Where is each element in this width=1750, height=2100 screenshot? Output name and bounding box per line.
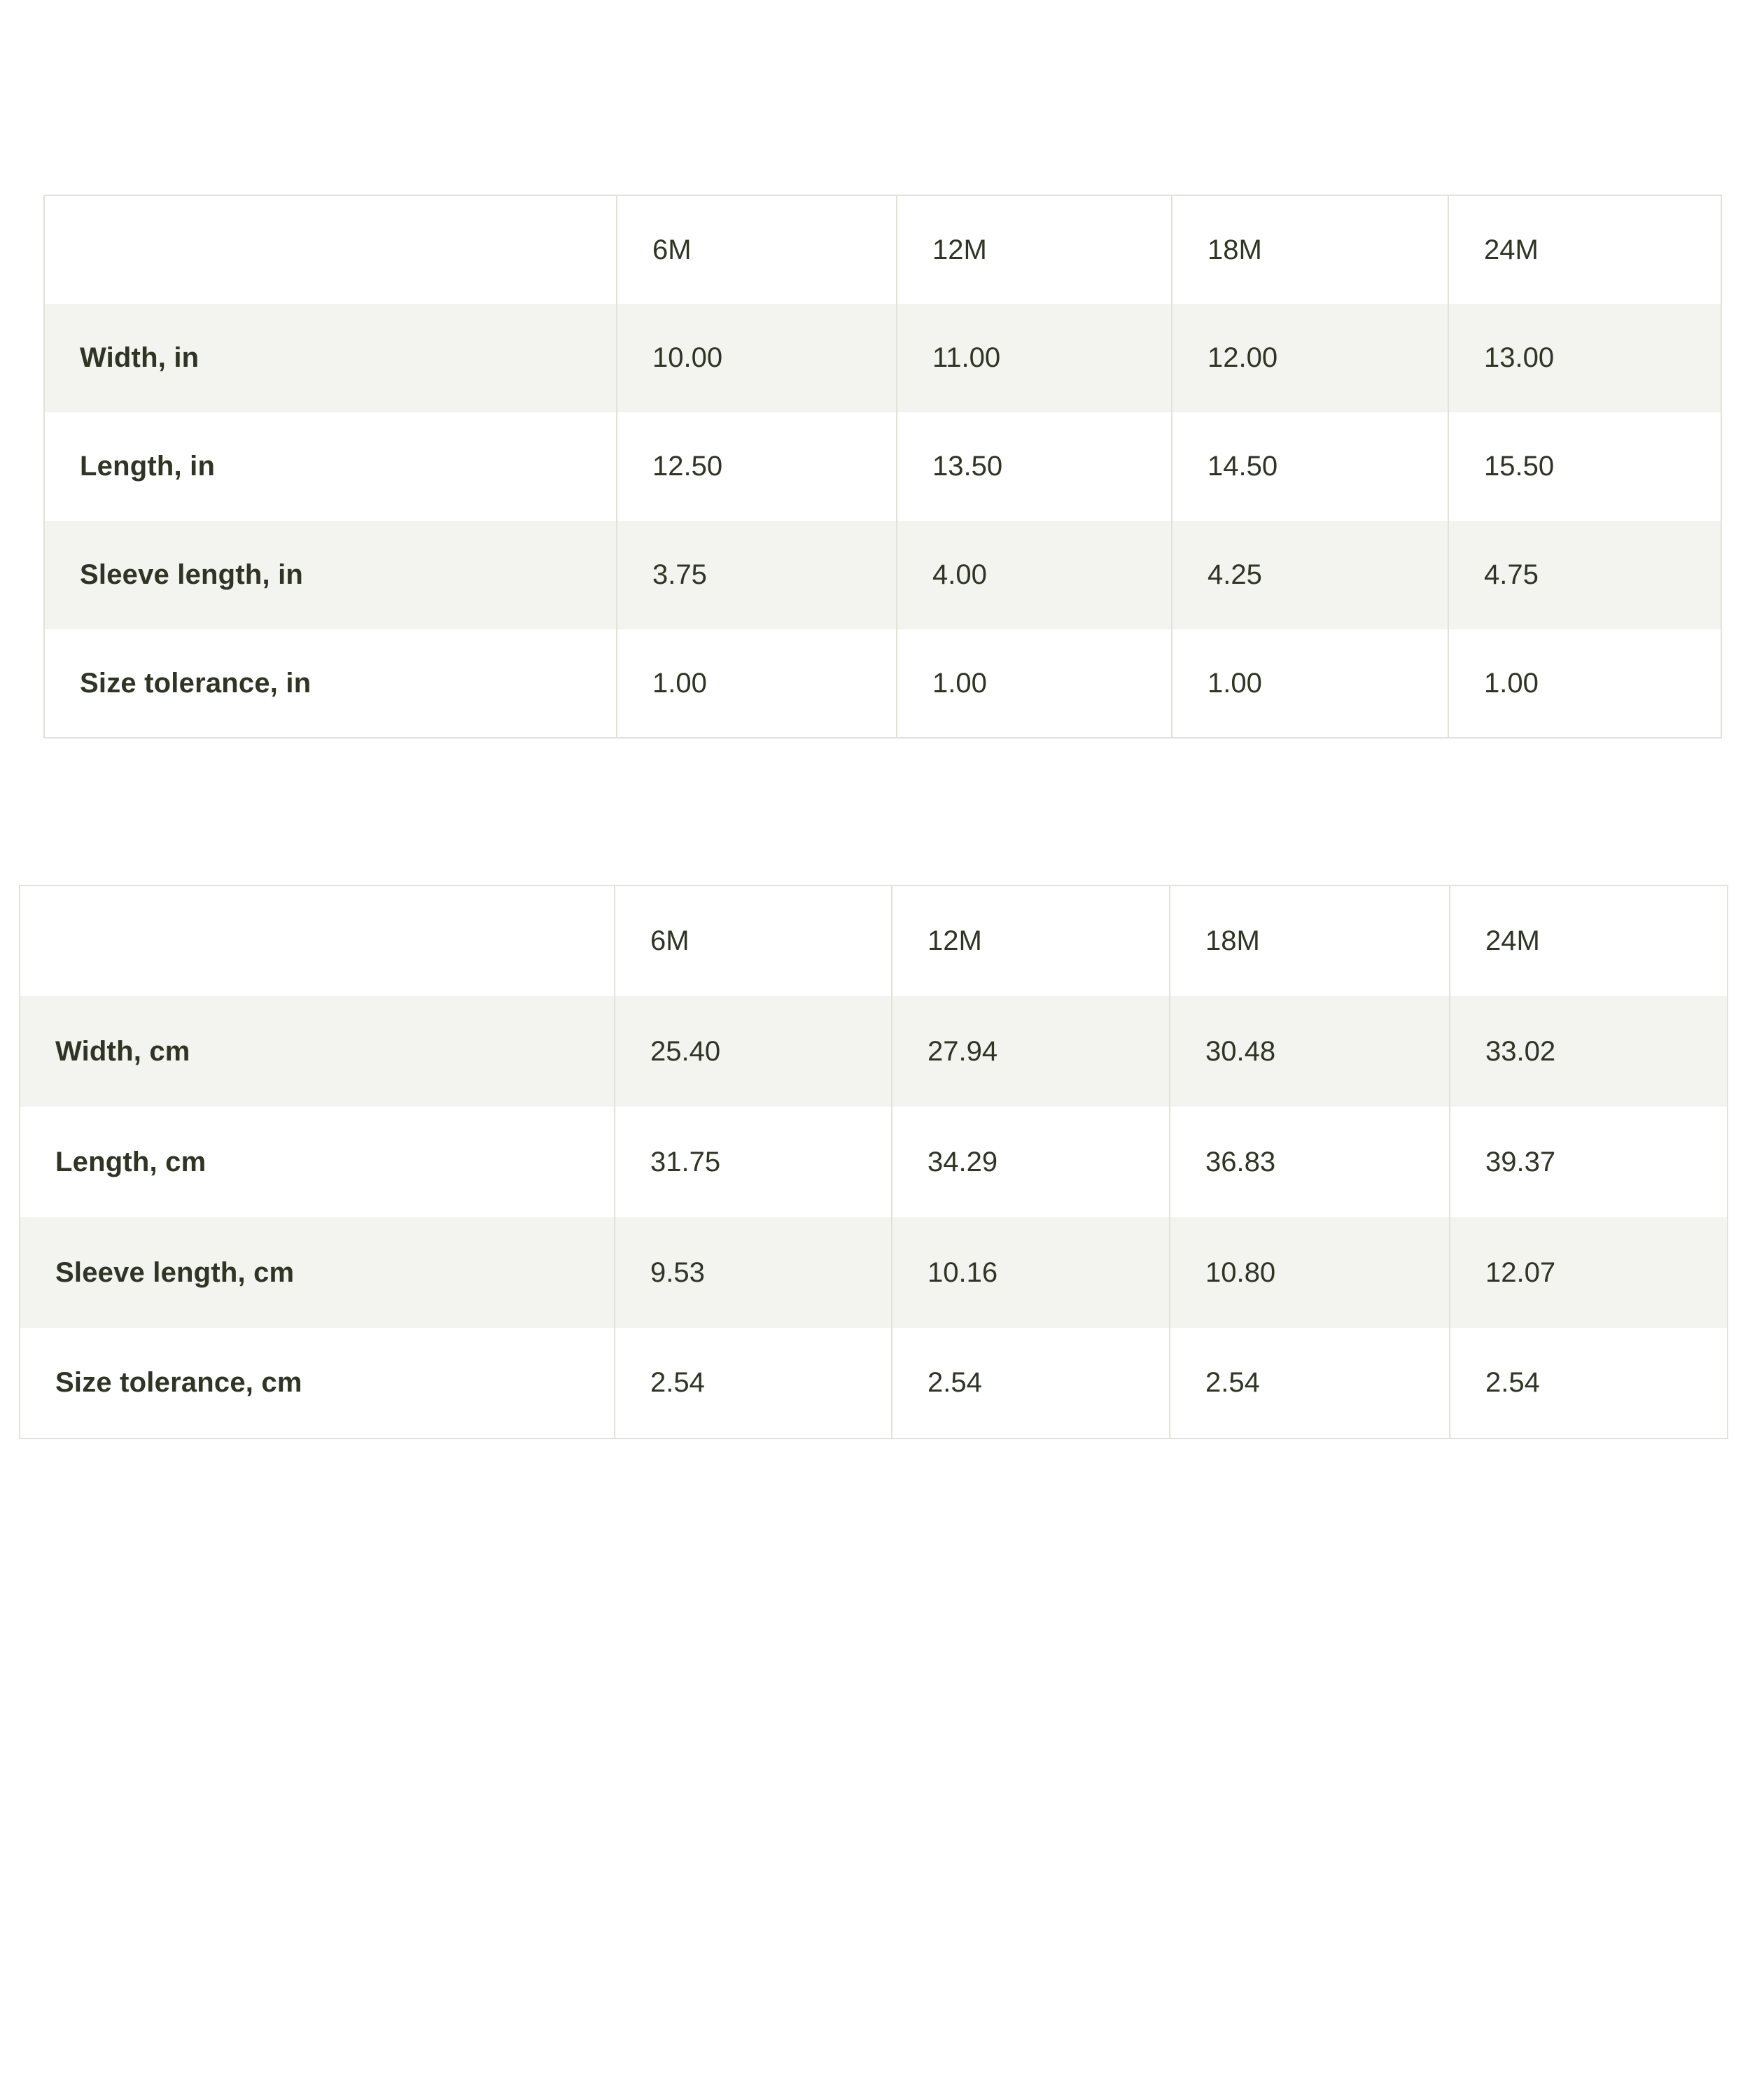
table-cell: 30.48 — [1170, 996, 1450, 1107]
table-cell: 27.94 — [892, 996, 1170, 1107]
table-row — [20, 1217, 1728, 1328]
row-label: Width, in — [44, 304, 617, 412]
table-cell: 3.75 — [617, 521, 897, 629]
table-row — [20, 1328, 1728, 1438]
row-label: Sleeve length, cm — [20, 1217, 615, 1328]
table-cell: 12.07 — [1450, 1217, 1728, 1328]
table-cell: 4.25 — [1172, 521, 1448, 629]
header-corner-cell — [20, 886, 615, 996]
header-corner-cell — [44, 195, 617, 304]
header-cell-6m: 6M — [617, 195, 897, 304]
table-cell: 13.00 — [1448, 304, 1721, 412]
table-cell: 34.29 — [892, 1107, 1170, 1217]
table-cell: 12.00 — [1172, 304, 1448, 412]
table-cell: 11.00 — [897, 304, 1172, 412]
table-cell: 33.02 — [1450, 996, 1728, 1107]
table-row — [44, 412, 1721, 521]
header-cell-18m: 18M — [1170, 886, 1450, 996]
table-cell: 13.50 — [897, 412, 1172, 521]
header-cell-18m: 18M — [1172, 195, 1448, 304]
row-label: Size tolerance, in — [80, 667, 312, 699]
table-cell: 10.16 — [892, 1217, 1170, 1328]
row-label: Width, cm — [20, 996, 615, 1107]
table-cell: 1.00 — [617, 629, 897, 738]
table-cell: 10.00 — [617, 304, 897, 412]
size-chart-centimeters-table — [19, 885, 1728, 1439]
table-header-row — [44, 195, 1721, 304]
table-cell: 1.00 — [897, 629, 1172, 738]
table-cell: 2.54 — [892, 1328, 1170, 1438]
table-cell: 2.54 — [1170, 1328, 1450, 1438]
table-cell: 2.54 — [615, 1328, 892, 1438]
size-chart-inches-table — [43, 195, 1722, 738]
header-cell-24m: 24M — [1450, 886, 1728, 996]
table-cell: 1.00 — [1172, 629, 1448, 738]
row-label: Length, in — [80, 451, 216, 482]
table-cell: 25.40 — [615, 996, 892, 1107]
header-cell-6m: 6M — [615, 886, 892, 996]
header-cell-24m: 24M — [1448, 195, 1721, 304]
row-label: Sleeve length, in — [44, 521, 617, 629]
table-cell: 9.53 — [615, 1217, 892, 1328]
table-cell: 1.00 — [1448, 629, 1721, 738]
table-cell: 39.37 — [1450, 1107, 1728, 1217]
table-cell: 12.50 — [617, 412, 897, 521]
table-header-row — [20, 886, 1728, 996]
table-row — [44, 521, 1721, 629]
row-label: Size tolerance, cm — [55, 1367, 302, 1398]
table-row — [20, 996, 1728, 1107]
table-cell: 4.75 — [1448, 521, 1721, 629]
table-cell: 15.50 — [1448, 412, 1721, 521]
table-cell: 10.80 — [1170, 1217, 1450, 1328]
table-row — [44, 304, 1721, 412]
table-cell: 4.00 — [897, 521, 1172, 629]
header-cell-12m: 12M — [892, 886, 1170, 996]
row-label: Length, cm — [55, 1146, 206, 1177]
table-cell: 36.83 — [1170, 1107, 1450, 1217]
table-row — [20, 1107, 1728, 1217]
table-cell: 2.54 — [1450, 1328, 1728, 1438]
table-cell: 31.75 — [615, 1107, 892, 1217]
header-cell-12m: 12M — [897, 195, 1172, 304]
table-cell: 14.50 — [1172, 412, 1448, 521]
table-row — [44, 629, 1721, 738]
